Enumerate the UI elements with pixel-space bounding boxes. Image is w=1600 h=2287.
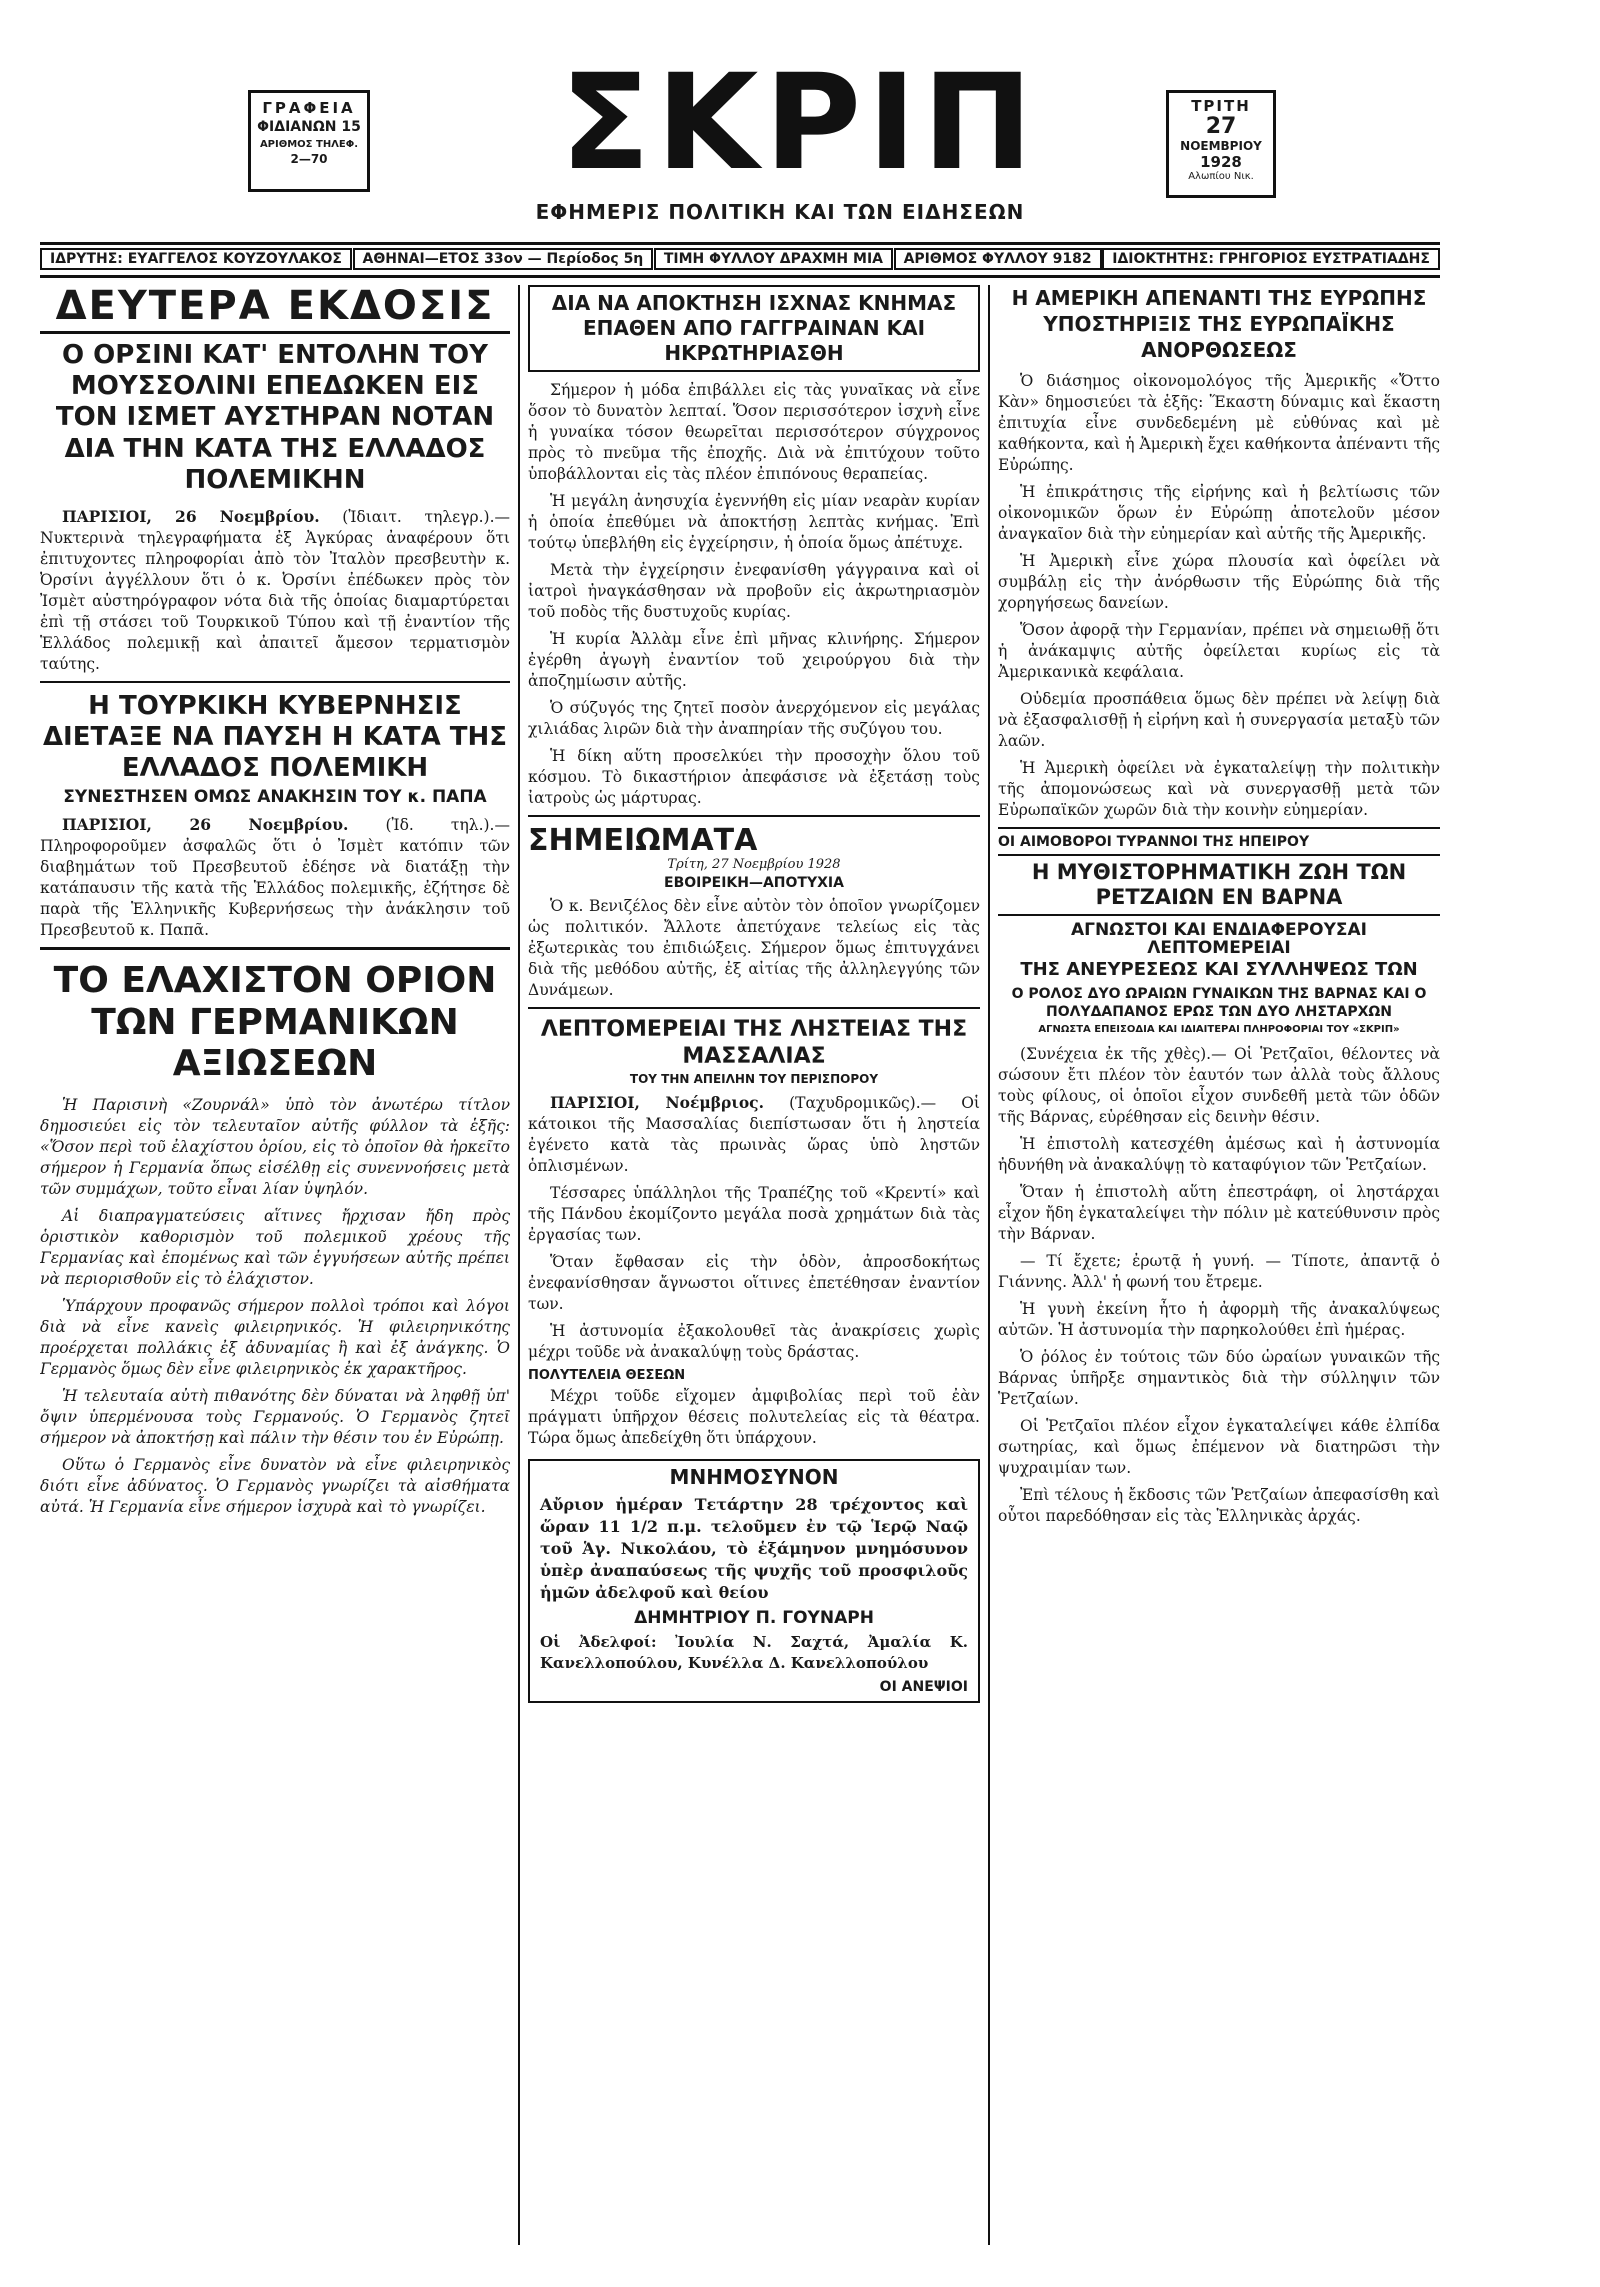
newspaper-subtitle: ΕΦΗΜΕΡΙΣ ΠΟΛΙΤΙΚΗ ΚΑΙ ΤΩΝ ΕΙΔΗΣΕΩΝ [535,200,1025,224]
column-2 [528,285,980,2245]
retzaioi-paragraph: Ἡ γυνὴ ἐκείνη ἦτο ἡ ἀφορμὴ τῆς ἀνακαλύψεως αὐτῶν. Ἡ ἀστυνομία τὴν παρηκολούθει ἐπὶ ἡμέρας. [998,1299,1440,1339]
america-europe-headline: Η ΑΜΕΡΙΚΗ ΑΠΕΝΑΝΤΙ ΤΗΣ ΕΥΡΩΠΗΣ ΥΠΟΣΤΗΡΙΞΙΣ ΤΗΣ ΕΥΡΩΠΑΪΚΗΣ ΑΝΟΡΘΩΣΕΩΣ [1011,286,1427,362]
turkish-government-subheadline: ΣΥΝΕΣΤΗΣΕΝ ΟΜΩΣ ΑΝΑΚΗΣΙΝ ΤΟΥ κ. ΠΑΠΑ [63,786,487,807]
retzaioi-paragraph: Ὁ ῥόλος ἐν τούτοις τῶν δύο ὡραίων γυναικῶν τῆς Βάρνας ὑπῆρξε σημαντικὸς διὰ τὴν σύλληψιν τῶν Ῥετζαίων. [998,1347,1440,1408]
divider [40,681,510,683]
retzaioi-subheadline: ΑΓΝΩΣΤΑ ΕΠΕΙΣΟΔΙΑ ΚΑΙ ΙΔΙΑΙΤΕΡΑΙ ΠΛΗΡΟΦΟΡΙΑΙ ΤΟΥ «ΣΚΡΙΠ» [1038,1024,1400,1036]
marseille-paragraph: Τέσσαρες ὑπάλληλοι τῆς Τραπέζης τοῦ «Κρεντί» καὶ τῆς Πάνδου ἐκομίζοντο μεγάλα ποσὰ χρημάτων διὰ τὰς ἐργασίας των. [528,1183,980,1244]
retzaioi-paragraph: Ὅταν ἡ ἐπιστολὴ αὕτη ἐπεστράφη, οἱ ληστάρχαι εἶχον ἤδη ἐγκαταλείψει τὴν πόλιν μὲ κατεύθυνσιν πρὸς τὴν Βάρναν. [998,1182,1440,1243]
divider [528,815,980,817]
masthead-date-box [1166,90,1276,198]
america-europe-paragraph: Ὅσον ἀφορᾷ τὴν Γερμανίαν, πρέπει νὰ σημειωθῇ ὅτι ἡ ἀνάκαμψις αὐτῆς ὀφείλεται κυρίως εἰς τὰ Ἀμερικανικὰ κεφάλαια. [998,621,1440,681]
retzaioi-headline: Η ΜΥΘΙΣΤΟΡΗΜΑΤΙΚΗ ΖΩΗ ΤΩΝ ΡΕΤΖΑΙΩΝ ΕΝ ΒΑΡΝΑ [998,854,1440,916]
marseille-paragraph: Ἡ ἀστυνομία ἐξακολουθεῖ τὰς ἀνακρίσεις χωρὶς μέχρι τοῦδε νὰ ἀνακαλύψῃ τοὺς δράστας. [528,1321,980,1361]
orsini-headline: Ο ΟΡΣΙΝΙ ΚΑΤ' ΕΝΤΟΛΗΝ ΤΟΥ ΜΟΥΣΣΟΛΙΝΙ ΕΠΕΔΩΚΕΝ ΕΙΣ ΤΟΝ ΙΣΜΕΤ ΑΥΣΤΗΡΑΝ ΝΟΤΑΝ ΔΙΑ ΤΗΝ ΚΑΤΑ ΤΗΣ ΕΛΛΑΔΟΣ ΠΟΛΕΜΙΚΗΝ [55,340,495,495]
gangrene-headline: ΔΙΑ ΝΑ ΑΠΟΚΤΗΣΗ ΙΣΧΝΑΣ ΚΝΗΜΑΣ ΕΠΑΘΕΝ ΑΠΟ ΓΑΓΓΡΑΙΝΑΝ ΚΑΙ ΗΚΡΩΤΗΡΙΑΣΘΗ [528,285,980,372]
retzaioi-paragraph: — Τί ἔχετε; ἐρωτᾷ ἡ γυνή. — Τίποτε, ἀπαντᾷ ὁ Γιάννης. Ἀλλ' ἡ φωνή του ἔτρεμε. [998,1251,1440,1291]
column-3 [998,285,1440,2245]
orsini-body: (Ἰδιαιτ. τηλεγρ.).— Νυκτερινὰ τηλεγραφήματα ἐξ Ἀγκύρας ἀναφέρουν ὅτι ἐπιτυχοντες πληροφορίαι ἀπὸ τὸν Ἰταλὸν πρεσβευτὴν κ. Ὀρσίνι ἀγγέλλουν ὅτι ὁ κ. Ὀρσίνι ἐπέδωκεν πρὸς τὸν Ἰσμὲτ αὐστηρόγραφον νότα διὰ τῆς ὁποίας διαμαρτύρεται ἐπὶ τῇ στάσει τοῦ Τουρκικοῦ Τύπου καὶ τῇ ἐναντίον τῆς Ἑλλάδος πολεμικῇ καὶ ἀπαιτεῖ ἄμεσον τερματισμὸν ταύτης. [40,507,510,673]
gangrene-paragraph: Ἡ κυρία Ἀλλὰμ εἶνε ἐπὶ μῆνας κλινήρης. Σήμερον ἐγέρθη ἀγωγὴ ἐναντίον τοῦ χειρούργου διὰ τὴν ἀποζημίωσιν αὐτῆς. [528,630,980,690]
memorial-family: Οἱ Ἀδελφοί: Ἰουλία Ν. Σαχτά, Ἀμαλία Κ. Κανελλοπούλου, Κυνέλλα Δ. Κανελλοπούλου [540,1633,968,1673]
america-europe-paragraph: Ἡ ἐπικράτησις τῆς εἰρήνης καὶ ἡ βελτίωσις τῶν οἰκονομικῶν ὅρων ἐν Εὐρώπῃ ἀποτελοῦν μέσον ἀναγκαῖον διὰ τὴν εὐημερίαν καὶ αὐτῆς τῆς Ἀμερικῆς. [998,483,1440,543]
issue-date: 27 [1205,114,1237,139]
memorial-notice [528,1459,980,1703]
memorial-signature: ΟΙ ΑΝΕΨΙΟΙ [879,1679,968,1696]
orsini-text [40,506,510,675]
german-demands-paragraph: Ὑπάρχουν προφανῶς σήμερον πολλοὶ τρόποι καὶ λόγοι διὰ νὰ εἶνε κανεὶς φιλειρηνικός. Ἡ φιλειρηνικότης προέρχεται πολλάκις ἐξ ἀδυναμίας ἢ καὶ ἐξ ἀνάγκης. Ὁ Γερμανὸς ὅμως δὲν εἶνε φιλειρηνικὸς ἐκ χαρακτῆρος. [40,1296,510,1378]
office-label: ΓΡΑΦΕΙΑ [262,99,356,117]
marseille-text [528,1092,980,1177]
retzaioi-paragraph: (Συνέχεια ἐκ τῆς χθὲς).— Οἱ Ῥετζαῖοι, θέλοντες νὰ σώσουν ἔτι πλέον τὸν ἑαυτόν των ἀλλὰ τοὺς ἄλλους τοὺς φίλους, οἱ ὁποῖοι εἶχον συνδεθῆ μετὰ τῶν ὁδῶν τῆς Βάρνας, εὑρέθησαν εἰς δεινὴν θέσιν. [998,1044,1440,1126]
masthead-bottom-rule [40,275,1440,278]
issue-saint: Αλωπίου Νικ. [1188,171,1254,182]
retzaioi-paragraph: Οἱ Ῥετζαῖοι πλέον εἶχον ἐγκαταλείψει κάθε ἐλπίδα σωτηρίας, καὶ ὅμως ἐπέμενον νὰ διατηρῶσι τὴν ψυχραιμίαν των. [998,1416,1440,1477]
divider [528,1007,980,1009]
retzaioi-paragraph: Ἡ ἐπιστολὴ κατεσχέθη ἀμέσως καὶ ἡ ἀστυνομία ἠδυνήθη νὰ ἀνακαλύψῃ τὸ καταφύγιον τῶν Ῥετζαίων. [998,1134,1440,1174]
memorial-title: ΜΝΗΜΟΣΥΝΟΝ [669,1465,839,1490]
issue-month: ΝΟΕΜΒΡΙΟΥ [1180,139,1262,153]
retzaioi-subheadline: ΤΗΣ ΑΝΕΥΡΕΣΕΩΣ ΚΑΙ ΣΥΛΛΗΨΕΩΣ ΤΩΝ [1020,958,1418,980]
america-europe-paragraph: Οὐδεμία προσπάθεια ὅμως δὲν πρέπει νὰ λείψῃ διὰ νὰ ἐξασφαλισθῇ ἡ εἰρήνη καὶ ἡ συνεργασία μεταξὺ τῶν λαῶν. [998,690,1440,750]
turkish-government-headline: Η ΤΟΥΡΚΙΚΗ ΚΥΒΕΡΝΗΣΙΣ ΔΙΕΤΑΞΕ ΝΑ ΠΑΥΣΗ Η ΚΑΤΑ ΤΗΣ ΕΛΛΑΔΟΣ ΠΟΛΕΜΙΚΗ [42,690,508,784]
orsini-dateline: ΠΑΡΙΣΙΟΙ, 26 Νοεμβρίου. [62,506,320,526]
masthead-left-box [248,90,370,192]
column-divider-1 [518,285,520,2245]
retzaioi-subheadline: Ο ΡΟΛΟΣ ΔΥΟ ΩΡΑΙΩΝ ΓΥΝΑΙΚΩΝ ΤΗΣ ΒΑΡΝΑΣ ΚΑΙ Ο ΠΟΛΥΔΑΠΑΝΟΣ ΕΡΩΣ ΤΩΝ ΔΥΟ ΛΗΣΤΑΡΧΩΝ [1011,985,1427,1020]
issue-year: 1928 [1200,153,1242,171]
notes-subtitle: ΕΒΟΙΡΕΙΚΗ—ΑΠΟΤΥΧΙΑ [664,874,844,891]
divider [40,947,510,950]
notes-text: Ὁ κ. Βενιζέλος δὲν εἶνε αὐτὸν τὸν ὁποῖον γνωρίζομεν ὡς πολιτικόν. Ἄλλοτε ἀπετύχανε τελείως εἰς τὰς ἐξωτερικὰς του ἐπιδιώξεις. Σήμερον ὅμως ἐπιτυγχάνει διὰ τῆς μεθόδου αὐτῆς, ἐξ αἰτίας τῆς ἀλληλεγγύης τῶν Δυνάμεων. [528,897,980,1000]
gangrene-paragraph: Ἡ μεγάλη ἀνησυχία ἐγεννήθη εἰς μίαν νεαρὰν κυρίαν ἡ ὁποία ἐπεθύμει νὰ ἀποκτήσῃ λεπτὰς κνήμας. Ἐπὶ τούτῳ ὑπεβλήθη εἰς ἐγχείρησιν, ἡ ὁποία ὅμως ἀπέτυχε. [528,492,980,552]
luxury-seats-title: ΠΟΛΥΤΕΛΕΙΑ ΘΕΣΕΩΝ [528,1367,686,1383]
gangrene-paragraph: Ὁ σύζυγός της ζητεῖ ποσὸν ἀνερχόμενον εἰς μεγάλας χιλιάδας λιρῶν διὰ τὴν ἀναπηρίαν τῆς συζύγου του. [528,699,980,738]
phone-number: 2—70 [290,152,328,166]
marseille-paragraph: Ὅταν ἔφθασαν εἰς τὴν ὁδὸν, ἀπροσδοκήτως ἐνεφανίσθησαν ἄγνωστοι οἵτινες ἐπετέθησαν ἐναντίον των. [528,1252,980,1313]
masthead-info-bar [40,246,1440,272]
issue-price: ΤΙΜΗ ΦΥΛΛΟΥ ΔΡΑΧΜΗ ΜΙΑ [654,248,893,270]
america-europe-paragraph: Ἡ Ἀμερικὴ ὀφείλει νὰ ἐγκαταλείψῃ τὴν πολιτικὴν τῆς ἀπομονώσεως καὶ νὰ συνεργασθῇ μετὰ τῶν Εὐρωπαϊκῶν χωρῶν διὰ τὴν κοινὴν εὐημερίαν. [998,759,1440,819]
marseille-dateline: ΠΑΡΙΣΙΟΙ, Νοέμβριος. [550,1092,765,1112]
issue-day: ΤΡΙΤΗ [1191,97,1251,115]
divider [998,827,1440,829]
column-1 [40,285,510,2245]
notes-title: ΣΗΜΕΙΩΜΑΤΑ [528,823,758,858]
german-demands-paragraph: Οὕτω ὁ Γερμανὸς εἶνε δυνατὸν νὰ εἶνε φιλειρηνικὸς διότι εἶνε ἀδύνατος. Ὁ Γερμανὸς γνωρίζει τὰ αἰσθήματα αὐτά. Ἡ Γερμανία εἶνε σήμερον ἰσχυρὰ καὶ τὸ γνωρίζει. [40,1455,510,1516]
german-demands-paragraph: Ἡ τελευταία αὐτὴ πιθανότης δὲν δύναται νὰ ληφθῇ ὑπ' ὄψιν ὑπερμένουσα τοὺς Γερμανούς. Ὁ Γερμανὸς ζητεῖ σήμερον νὰ ἀποκτήσῃ καὶ πάλιν τὴν θέσιν του ἐν Εὐρώπῃ. [40,1386,510,1447]
marseille-body: (Ταχυδρομικῶς).— Οἱ κάτοικοι τῆς Μασσαλίας διεπίστωσαν ὅτι ἡ ληστεία ἐγένετο κατὰ τὰς πρωινὰς ὥρας ὑπὸ ληστῶν ὁπλισμένων. [528,1093,980,1175]
gangrene-paragraph: Ἡ δίκη αὕτη προσελκύει τὴν προσοχὴν ὅλου τοῦ κόσμου. Τὸ δικαστήριον ἀπεφάσισε νὰ ἐξετάσῃ τοὺς ἰατροὺς ὡς μάρτυρας. [528,747,980,807]
place-year: ΑΘΗΝΑΙ—ΕΤΟΣ 33ον — Περίοδος 5η [353,248,654,270]
turkish-government-text [40,814,510,941]
edition-banner: ΔΕΥΤΕΡΑ ΕΚΔΟΣΙΣ [40,285,510,334]
gangrene-paragraph: Μετὰ τὴν ἐγχείρησιν ἐνεφανίσθη γάγγραινα καὶ οἱ ἰατροὶ ἠναγκάσθησαν νὰ προβοῦν εἰς ἀκρωτηριασμὸν τοῦ ποδὸς τῆς δυστυχοῦς κυρίας. [528,561,980,621]
marseille-subheadline: ΤΟΥ ΤΗΝ ΑΠΕΙΛΗΝ ΤΟΥ ΠΕΡΙΣΠΟΡΟΥ [629,1071,879,1086]
owner: ΙΔΙΟΚΤΗΤΗΣ: ΓΡΗΓΟΡΙΟΣ ΕΥΣΤΡΑΤΙΑΔΗΣ [1102,248,1440,270]
luxury-seats-text: Μέχρι τοῦδε εἴχομεν ἀμφιβολίας περὶ τοῦ ἐὰν πράγματι ὑπῆρχον θέσεις πολυτελείας εἰς τὰ θέατρα. Τώρα ὅμως ἀπεδείχθη ὅτι ὑπάρχουν. [528,1387,980,1448]
america-europe-paragraph: Ὁ διάσημος οἰκονομολόγος τῆς Ἀμερικῆς «Ὄττο Κὰν» δημοσιεύει τὰ ἑξῆς: Ἕκαστη δύναμις καὶ ἕκαστη ἐπιτυχία εἶνε συνδεδεμένη μὲ εὐθύνας καὶ μὲ καθήκοντα, καὶ ἡ Ἀμερικὴ ἔχει καθήκοντα ἀπέναντι τῆς Εὐρώπης. [998,372,1440,474]
retzaioi-kicker: ΟΙ ΑΙΜΟΒΟΡΟΙ ΤΥΡΑΝΝΟΙ ΤΗΣ ΗΠΕΙΡΟΥ [998,834,1310,850]
newspaper-logo: ΣΚΡΙΠ [560,46,1039,200]
masthead-top-rule [40,242,1440,245]
phone-label: ΑΡΙΘΜΟΣ ΤΗΛΕΦ. [259,139,359,150]
german-demands-headline: ΤΟ ΕΛΑΧΙΣΤΟΝ ΟΡΙΟΝ ΤΩΝ ΓΕΡΜΑΝΙΚΩΝ ΑΞΙΩΣΕΩΝ [53,960,497,1085]
memorial-text: Αὔριον ἡμέραν Τετάρτην 28 τρέχοντος καὶ ὥραν 11 1/2 π.μ. τελοῦμεν ἐν τῷ Ἱερῷ Ναῷ τοῦ Ἁγ. Νικολάου, τὸ ἑξάμηνον μνημόσυνον ὑπὲρ ἀναπαύσεως τῆς ψυχῆς τοῦ προσφιλοῦς ἡμῶν ἀδελφοῦ καὶ θείου [540,1495,968,1603]
retzaioi-paragraph: Ἐπὶ τέλους ἡ ἔκδοσις τῶν Ῥετζαίων ἀπεφασίσθη καὶ οὗτοι παρεδόθησαν εἰς τὰς Ἑλληνικὰς ἀρχάς. [998,1485,1440,1525]
retzaioi-subheadline: ΑΓΝΩΣΤΟΙ ΚΑΙ ΕΝΔΙΑΦΕΡΟΥΣΑΙ ΛΕΠΤΟΜΕΡΕΙΑΙ [1070,920,1367,958]
founder: ΙΔΡΥΤΗΣ: ΕΥΑΓΓΕΛΟΣ ΚΟΥΖΟΥΛΑΚΟΣ [40,248,352,270]
notes-date: Τρίτη, 27 Νοεμβρίου 1928 [667,856,841,872]
marseille-headline: ΛΕΠΤΟΜΕΡΕΙΑΙ ΤΗΣ ΛΗΣΤΕΙΑΣ ΤΗΣ ΜΑΣΣΑΛΙΑΣ [540,1017,968,1069]
column-divider-2 [988,285,990,2245]
memorial-name: ΔΗΜΗΤΡΙΟΥ Π. ΓΟΥΝΑΡΗ [634,1608,874,1629]
issue-number: ΑΡΙΘΜΟΣ ΦΥΛΛΟΥ 9182 [894,248,1102,270]
gangrene-paragraph: Σήμερον ἡ μόδα ἐπιβάλλει εἰς τὰς γυναῖκας νὰ εἶνε ὅσον τὸ δυνατὸν λεπταί. Ὅσον περισσότερον ἰσχνὴ εἶνε ἡ γυναίκα τόσον θεωρεῖται περισσότερον σύγχρονος πρὸς τὸ πνεῦμα τῆς ἐποχῆς. Διὰ νὰ ἐπιτύχουν τοῦτο ὑποβάλλονται εἰς τὰς πλέον ἐπιπόνους θεραπείας. [528,381,980,483]
german-demands-paragraph: Αἱ διαπραγματεύσεις αἵτινες ἤρχισαν ἤδη πρὸς ὁριστικὸν καθορισμὸν τοῦ πολεμικοῦ χρέους τῆς Γερμανίας καὶ ἐπομένως καὶ τῶν ἐγγυήσεων αὐτῆς πρέπει νὰ περιορισθοῦν εἰς τὸ ἐλάχιστον. [40,1206,510,1288]
turkish-government-dateline: ΠΑΡΙΣΙΟΙ, 26 Νοεμβρίου. [62,815,349,835]
german-demands-paragraph: Ἡ Παρισινὴ «Ζουρνάλ» ὑπὸ τὸν ἀνωτέρω τίτλον δημοσιεύει εἰς τὸν τελευταῖον αὐτῆς φύλλον τὰ ἑξῆς: «Ὅσον περὶ τοῦ ἐλαχίστου ὁρίου, εἰς τὸ ὁποῖον θὰ ἠρκεῖτο σήμερον ἡ Γερμανία ὅπως εἰσέλθῃ εἰς συνεννοήσεις μετὰ τῶν συμμάχων, τοῦτο εἶναι λίαν ὑψηλόν. [40,1095,510,1198]
turkish-government-body: (Ἰδ. τηλ.).— Πληροφοροῦμεν ἀσφαλῶς ὅτι ὁ Ἰσμὲτ κατόπιν τῶν διαβημάτων τοῦ Πρεσβευτοῦ ἐδέησε νὰ διατάξῃ τὴν κατάπαυσιν τῆς κατὰ τῆς Ἑλλάδος πολεμικῆς, ἐζήτησε δὲ παρὰ τῆς Ἑλληνικῆς Κυβερνήσεως τὴν ἀνάκλησιν τοῦ Πρεσβευτοῦ κ. Παπᾶ. [40,816,510,940]
office-address: ΦΙΔΙΑΝΩΝ 15 [257,119,361,135]
america-europe-paragraph: Ἡ Ἀμερικὴ εἶνε χώρα πλουσία καὶ ὁφείλει νὰ συμβάλῃ εἰς τὴν ἀνόρθωσιν τῆς Εὐρώπης διὰ τῆς χορηγήσεως δανείων. [998,552,1440,612]
